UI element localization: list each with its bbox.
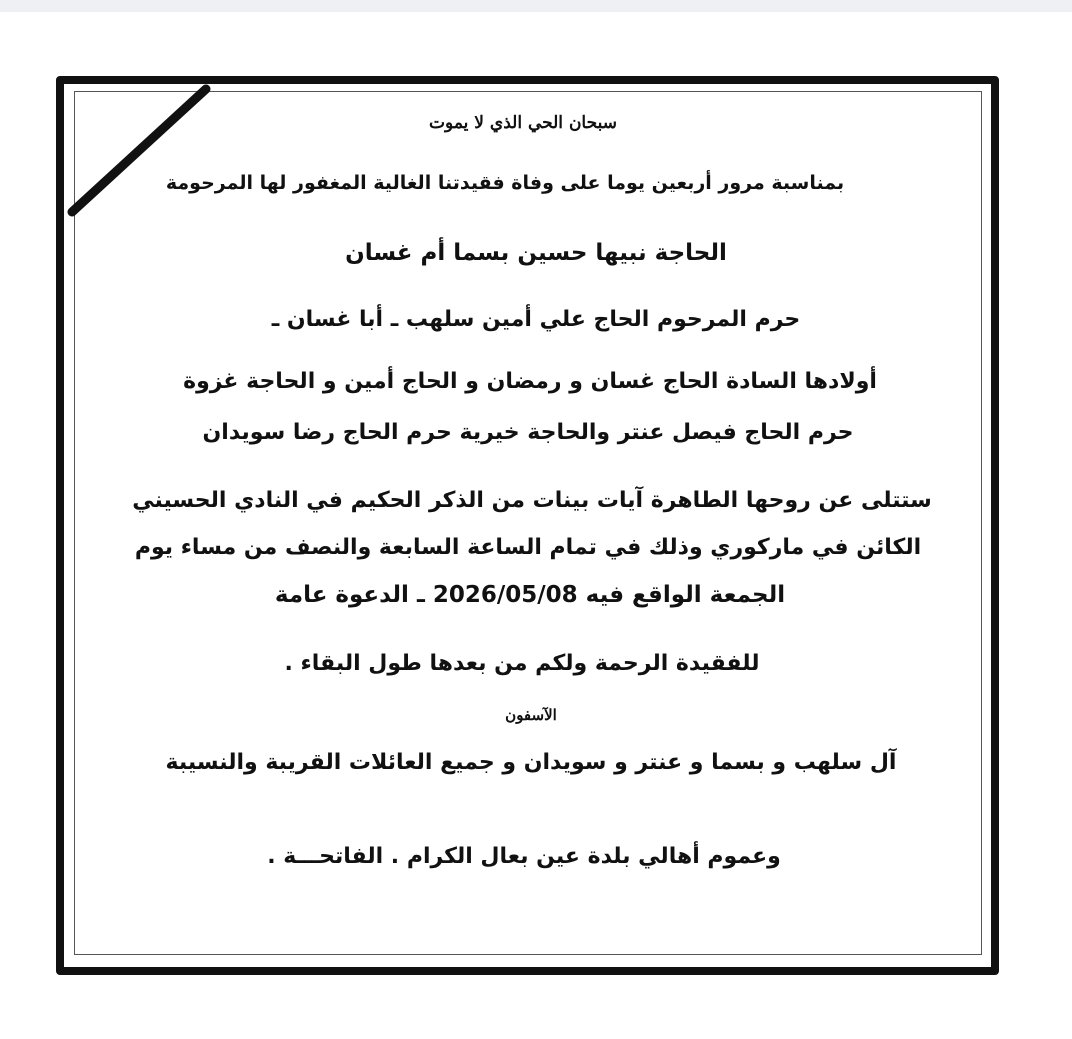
deceased-name: الحاجة نبيها حسين بسما أم غسان: [345, 240, 727, 266]
closing-line: وعموم أهالي بلدة عين بعال الكرام . الفاتحـــة .: [267, 844, 781, 869]
obituary-frame: [56, 76, 999, 975]
families-line: آل سلهب و بسما و عنتر و سويدان و جميع العائلات القريبة والنسيبة: [165, 750, 897, 775]
event-line-3: الجمعة الواقع فيه 2026/05/08 ـ الدعوة عامة: [274, 582, 786, 608]
children-line-2: حرم الحاج فيصل عنتر والحاجة خيرية حرم الحاج رضا سويدان: [202, 420, 854, 445]
event-line-2: الكائن في ماركوري وذلك في تمام الساعة السابعة والنصف من مساء يوم: [134, 535, 922, 560]
mourning-sash: [64, 84, 224, 224]
children-line-1: أولادها السادة الحاج غسان و رمضان و الحاج أمين و الحاجة غزوة: [183, 369, 877, 394]
mourners-label: الآسفون: [505, 706, 557, 724]
top-strip: [0, 0, 1072, 12]
intro-text: بمناسبة مرور أربعين يوما على وفاة فقيدتنا الغالية المغفور لها المرحومة: [165, 172, 845, 194]
spouse-line: حرم المرحوم الحاج علي أمين سلهب ـ أبا غسان ـ: [271, 307, 801, 332]
mercy-line: للفقيدة الرحمة ولكم من بعدها طول البقاء .: [284, 651, 760, 676]
heading-text: سبحان الحي الذي لا يموت: [429, 113, 617, 133]
event-line-1: ستتلى عن روحها الطاهرة آيات بينات من الذكر الحكيم في النادي الحسيني: [132, 488, 932, 513]
